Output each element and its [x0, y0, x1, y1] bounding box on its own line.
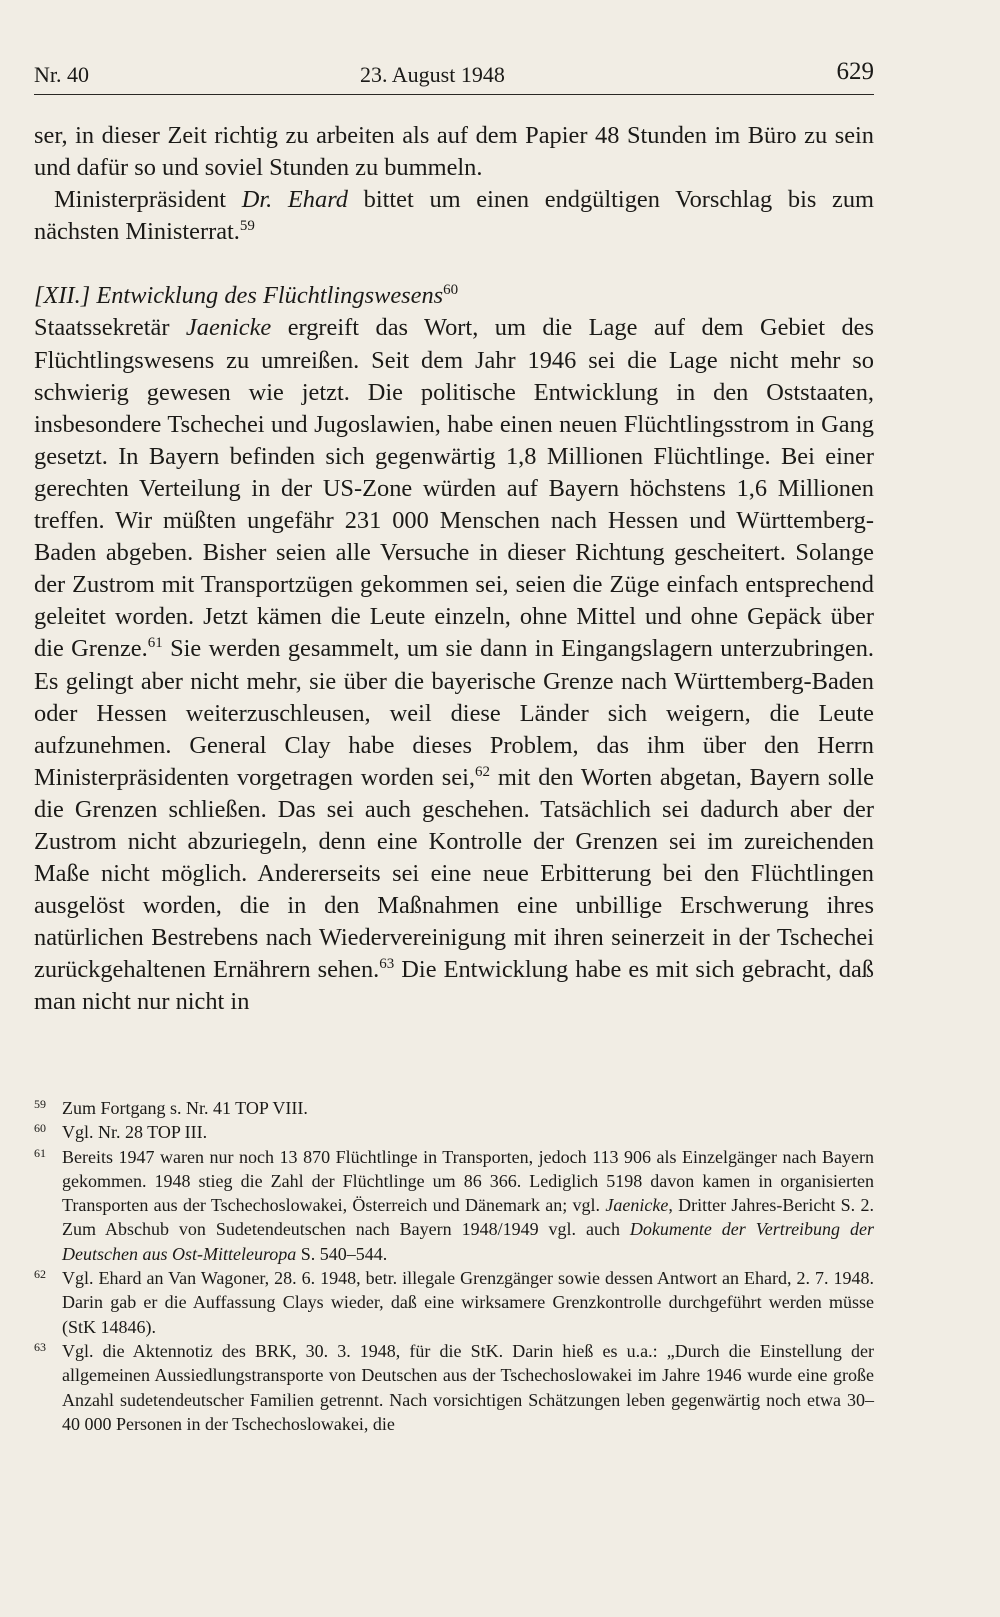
footnote-number: 62 — [34, 1267, 46, 1282]
paragraph-jaenicke: Staatssekretär Jaenicke ergreift das Wort, um die Lage auf dem Gebiet des Flüchtlingswesens zu umreißen. Seit dem Jahr 1946 sei die Lage nicht mehr so schwierig gewesen wie jetzt. Die politische Entwicklung in den Oststaaten, insbesondere Tschechei und Jugoslawien, habe einen neuen Flüchtlingsstrom in Gang gesetzt. In Bayern befinden sich gegenwärtig 1,8 Millionen Flüchtlinge. Bei einer gerechten Verteilung in der US-Zone würden auf Bayern höchstens 1,6 Millionen treffen. Wir müßten ungefähr 231 000 Menschen nach Hessen und Württemberg-Baden abgeben. Bisher seien alle Versuche in dieser Richtung gescheitert. Solange der Zustrom mit Transportzügen gekommen sei, seien die Züge einfach entsprechend geleitet worden. Jetzt kämen die Leute einzeln, ohne Mittel und ohne Gepäck über die Grenze.$^{61}$ Sie werden gesammelt, um sie dann in Eingangslagern unterzubringen. Es gelingt aber nicht mehr, sie über die bayerische Grenze nach Württemberg-Baden oder Hessen weiterzuschleusen, weil diese Länder sich weigern, die Leute aufzunehmen. General Clay habe dieses Problem, das ihm über den Herrn Ministerpräsidenten vorgetragen worden sei,$^{62}$ mit den Worten abgetan, Bayern solle die Grenzen schließen. Das sei auch geschehen. Tatsächlich sei dadurch aber der Zustrom nicht abzuriegeln, denn eine Kontrolle der Grenzen sei im zureichenden Maße nicht möglich. Andererseits sei eine neue Erbitterung bei den Flüchtlingen ausgelöst worden, die in den Maßnahmen eine unbillige Erschwerung ihres natürlichen Bestrebens nach Wiedervereinigung mit ihren seinerzeit in der Tschechei zurückgehaltenen Ernährern sehen.$^{63}$ Die Entwicklung habe es mit sich gebracht, daß man nicht nur nicht in — [34, 314, 875, 1016]
speaker-name: Jaenicke — [185, 314, 272, 342]
main-text — [34, 120, 874, 1019]
footnote-60: 60 Vgl. Nr. 28 TOP III. — [34, 1121, 208, 1143]
footnote-63: 63 Vgl. die Aktennotiz des BRK, 30. 3. 1948, für die StK. Darin hieß es u.a.: „Durch die Einstellung der allgemeinen Aussiedlungstransporte von Deutschen aus der Tschechoslowakei im Jahre 1946 wurde eine große Anzahl sudetendeutscher Familien getrennt. Nach vorsichtigen Schätzungen leben gegenwärtig noch etwa 30–40 000 Personen in der Tschechoslowakei, die — [34, 1339, 874, 1434]
footnote-ref-63: 63 — [379, 956, 395, 973]
footnote-number: 61 — [34, 1145, 46, 1160]
header-rule — [34, 94, 874, 95]
page-number: 629 — [836, 58, 874, 85]
paragraph-ehard: Ministerpräsident Dr. Ehard bittet um einen endgültigen Vorschlag bis zum nächsten Ministerrat.$^{59}$ — [34, 186, 875, 246]
document-number: Nr. 40 — [34, 62, 89, 87]
paragraph-continuation: ser, in dieser Zeit richtig zu arbeiten als auf dem Papier 48 Stunden im Büro zu sein und dafür so und soviel Stunden zu bummeln. — [34, 122, 874, 182]
footnote-61: 61 Bereits 1947 waren nur noch 13 870 Flüchtlinge in Transporten, jedoch 113 906 als Einzelgänger nach Bayern gekommen. 1948 stieg die Zahl der Flüchtlinge um 86 366. Lediglich 5198 davon kamen in organisierten Transporten aus der Tschechoslowakei, Österreich und Dänemark an; vgl. Jaenicke, Dritter Jahres-Bericht S. 2. Zum Abschub von Sudetendeutschen nach Bayern 1948/1949 vgl. auch Dokumente der Vertreibung der Deutschen aus Ost-Mitteleuropa S. 540–544. — [34, 1145, 874, 1264]
footnote-number: 59 — [34, 1097, 46, 1111]
agenda-title: Entwicklung des Flüchtlingswesens — [96, 282, 444, 310]
speaker-name: Dr. Ehard — [241, 186, 348, 214]
agenda-heading — [34, 280, 874, 312]
footnote-ref-59: 59 — [239, 218, 255, 235]
running-head — [34, 58, 874, 94]
footnote-62: 62 Vgl. Ehard an Van Wagoner, 28. 6. 1948, betr. illegale Grenzgänger sowie dessen Antwort an Ehard, 2. 7. 1948. Darin gab er die Auffassung Clays wieder, daß eine wirksamere Grenzkontrolle durchgeführt werden müsse (StK 14846). — [34, 1267, 874, 1337]
agenda-number: [XII.] — [34, 282, 97, 310]
footnote-ref-61: 61 — [147, 635, 163, 652]
session-date: 23. August 1948 — [360, 62, 505, 87]
footnote-number: 60 — [34, 1121, 46, 1136]
footnote-number: 63 — [34, 1339, 46, 1354]
footnotes — [34, 1096, 874, 1436]
footnote-ref-60: 60 — [443, 282, 459, 299]
footnote-59: 59 Zum Fortgang s. Nr. 41 TOP VIII. — [34, 1097, 308, 1118]
footnote-ref-62: 62 — [475, 763, 490, 780]
